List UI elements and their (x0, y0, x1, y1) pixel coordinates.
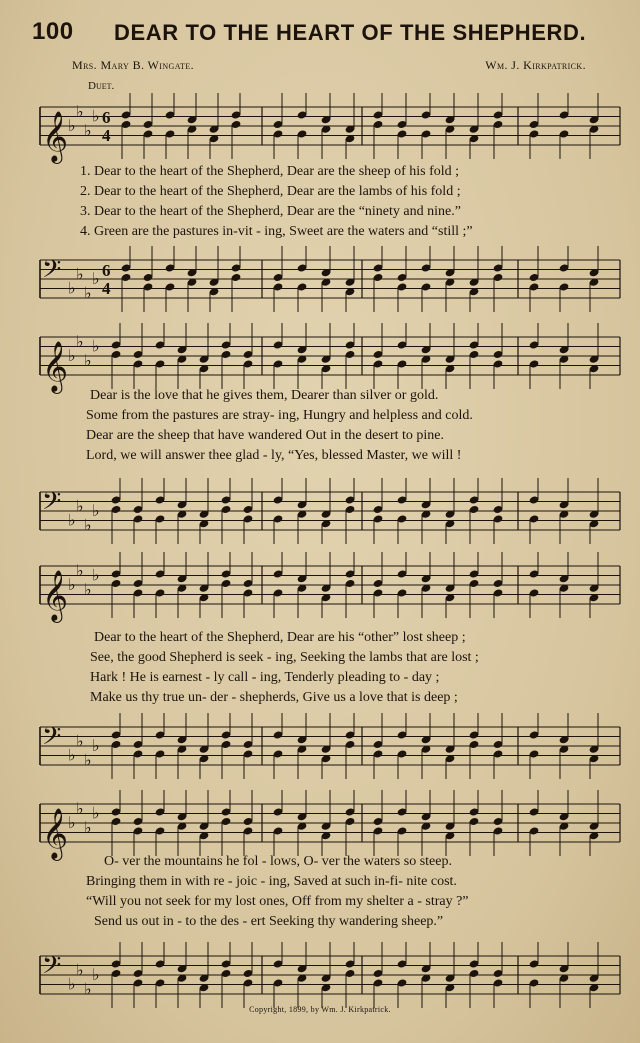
hymn-number: 100 (32, 18, 74, 45)
voice-label: Duet. (88, 80, 115, 92)
svg-text:♭: ♭ (92, 336, 100, 356)
copyright-notice: Copyright, 1899, by Wm. J. Kirkpatrick. (249, 1005, 391, 1014)
svg-text:𝄢: 𝄢 (42, 722, 62, 757)
svg-text:𝄞: 𝄞 (42, 570, 69, 621)
lyric-line: Dear to the heart of the Shepherd, Dear are his “other” lost sheep ; (94, 630, 466, 645)
svg-text:♭: ♭ (76, 101, 84, 121)
svg-text:𝄞: 𝄞 (42, 111, 69, 162)
svg-text:♭: ♭ (84, 283, 92, 303)
svg-text:♭: ♭ (68, 510, 76, 530)
lyric-line: 4. Green are the pastures in-vit - ing, Sweet are the waters and “still ;” (80, 224, 473, 239)
svg-text:♭: ♭ (76, 731, 84, 751)
lyric-line: 1. Dear to the heart of the Shepherd, Dear are the sheep of his fold ; (80, 164, 460, 179)
svg-text:♭: ♭ (84, 120, 92, 140)
svg-text:𝄢: 𝄢 (42, 487, 62, 522)
svg-text:♭: ♭ (92, 965, 100, 984)
svg-text:♭: ♭ (92, 501, 100, 520)
svg-text:♭: ♭ (84, 750, 92, 770)
lyric-line: 2. Dear to the heart of the Shepherd, Dear are the lambs of his fold ; (80, 184, 461, 199)
svg-text:♭: ♭ (84, 350, 92, 370)
lyric-line: Make us thy true un- der - shepherds, Give us a love that is deep ; (90, 690, 458, 705)
svg-text:♭: ♭ (84, 979, 92, 999)
lyric-line: 3. Dear to the heart of the Shepherd, Dear are the “ninety and nine.” (80, 204, 461, 219)
svg-text:𝄞: 𝄞 (42, 341, 69, 392)
lyric-line: “Will you not seek for my lost ones, Off from my shelter a - stray ?” (86, 894, 469, 909)
lyric-line: Lord, we will answer thee glad - ly, “Yes, blessed Master, we will ! (86, 448, 462, 463)
lyric-line: Send us out in - to the des - ert Seeking thy wandering sheep.” (94, 914, 444, 929)
svg-text:♭: ♭ (76, 560, 84, 580)
lyricist-credit: Mrs. Mary B. Wingate. (72, 58, 194, 72)
svg-text:♭: ♭ (92, 565, 100, 585)
composer-credit: Wm. J. Kirkpatrick. (485, 58, 586, 72)
svg-text:♭: ♭ (68, 813, 76, 832)
svg-text:𝄞: 𝄞 (42, 808, 69, 859)
svg-text:𝄢: 𝄢 (42, 255, 62, 290)
svg-text:6: 6 (102, 261, 111, 280)
svg-text:♭: ♭ (92, 736, 100, 755)
lyric-line: Some from the pastures are stray- ing, Hungry and helpless and cold. (86, 408, 473, 423)
svg-text:♭: ♭ (68, 974, 76, 994)
svg-text:4: 4 (102, 279, 111, 298)
lyric-line: Dear is the love that he gives them, Dearer than silver or gold. (90, 388, 439, 403)
svg-text:𝄢: 𝄢 (42, 951, 62, 986)
svg-text:♭: ♭ (68, 745, 76, 765)
svg-text:♭: ♭ (76, 798, 84, 818)
svg-text:♭: ♭ (76, 331, 84, 351)
svg-text:♭: ♭ (68, 116, 76, 135)
lyric-line: See, the good Shepherd is seek - ing, Seeking the lambs that are lost ; (90, 650, 479, 665)
svg-text:♭: ♭ (68, 575, 76, 594)
svg-text:♭: ♭ (84, 579, 92, 599)
lyric-line: Bringing them in with re - joic - ing, Saved at such in-fi- nite cost. (86, 874, 457, 889)
lyric-line: Dear are the sheep that have wandered Out in the desert to pine. (86, 428, 445, 443)
svg-text:♭: ♭ (76, 496, 84, 516)
svg-text:6: 6 (102, 108, 111, 127)
svg-text:♭: ♭ (76, 960, 84, 980)
svg-text:♭: ♭ (92, 106, 100, 126)
svg-text:♭: ♭ (84, 817, 92, 837)
svg-text:♭: ♭ (84, 515, 92, 535)
svg-text:♭: ♭ (68, 346, 76, 365)
lyric-line: Hark ! He is earnest - ly call - ing, Tenderly pleading to - day ; (90, 670, 440, 685)
lyric-line: O- ver the mountains he fol - lows, O- ver the waters so steep. (104, 854, 452, 869)
svg-text:♭: ♭ (76, 264, 84, 284)
svg-text:♭: ♭ (92, 269, 100, 288)
svg-text:4: 4 (102, 126, 111, 145)
svg-text:♭: ♭ (92, 803, 100, 823)
svg-text:♭: ♭ (68, 278, 76, 298)
hymn-title: DEAR TO THE HEART OF THE SHEPHERD. (114, 20, 587, 45)
